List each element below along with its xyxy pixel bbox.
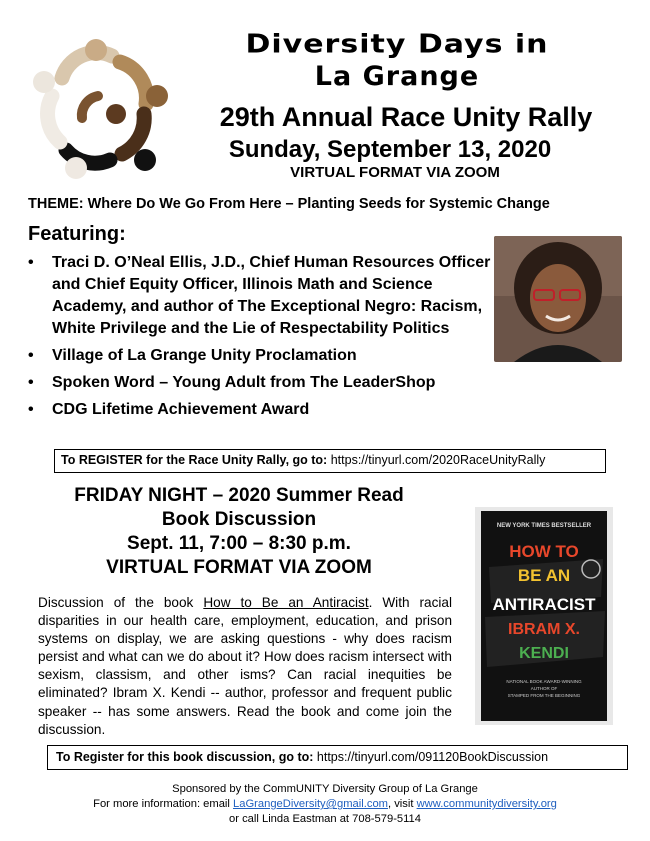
featuring-item-text: CDG Lifetime Achievement Award: [52, 401, 310, 418]
rally-format: VIRTUAL FORMAT VIA ZOOM: [290, 164, 500, 181]
footer: [0, 782, 650, 827]
description-body: . With racial disparities in our health care, employment, education, and prison systems on display, we are asking questions - why does racism persist and what can we do about it? How does racism intersect with sexism, classism, and other isms? Can racial inequities be eliminated? Ibram X. Kendi -- author, professor and frequent public speaker -- has some answers. Read the book and come join the discussion.: [38, 595, 452, 737]
footer-visit: , visit: [387, 798, 417, 810]
bullet-icon: •: [28, 254, 34, 271]
featuring-item: [28, 345, 498, 367]
event-title-line2: La Grange: [314, 61, 480, 92]
description-lead: Discussion of the book: [38, 595, 204, 610]
footer-email-link[interactable]: LaGrangeDiversity@gmail.com: [233, 798, 388, 810]
footer-info-prefix: For more information: email: [93, 798, 233, 810]
book-description: [38, 594, 452, 739]
featuring-list: [28, 252, 498, 426]
unity-circle-logo: [24, 36, 174, 182]
book-subtitle-3: STAMPED FROM THE BEGINNING: [507, 693, 581, 698]
book-subtitle-1: NATIONAL BOOK AWARD-WINNING: [506, 679, 582, 684]
featuring-item: [28, 372, 498, 394]
bullet-icon: •: [28, 347, 34, 364]
footer-info: [0, 797, 650, 812]
register-rally-url[interactable]: https://tinyurl.com/2020RaceUnityRally: [330, 453, 546, 467]
theme-line: THEME: Where Do We Go From Here – Planting Seeds for Systemic Change: [28, 196, 550, 212]
footer-call: or call Linda Eastman at 708-579-5114: [229, 813, 421, 825]
register-rally-label: To REGISTER for the Race Unity Rally, go to:: [61, 453, 328, 467]
footer-sponsor: Sponsored by the CommUNITY Diversity Group of La Grange: [172, 783, 478, 795]
register-book-label: To Register for this book discussion, go to:: [56, 750, 314, 764]
book-line-antiracist: ANTIRACIST: [492, 595, 596, 614]
speaker-photo: [494, 236, 622, 362]
featuring-item-text: Traci D. O’Neal Ellis, J.D., Chief Human Resources Officer and Chief Equity Officer, Illinois Math and Science Academy, and author of The Exceptional Negro: Racism, White Privilege and the Lie of Respectability Politics: [52, 254, 491, 337]
footer-website-link[interactable]: www.communitydiversity.org: [416, 798, 557, 810]
register-book-url[interactable]: https://tinyurl.com/091120BookDiscussion: [316, 750, 549, 764]
book-line-how-to: HOW TO: [509, 542, 579, 561]
summer-read-line1: FRIDAY NIGHT – 2020 Summer Read: [74, 485, 404, 506]
book-subtitle-2: AUTHOR OF: [530, 686, 558, 691]
description-book-title: How to Be an Antiracist: [203, 595, 369, 610]
featuring-item-text: Spoken Word – Young Adult from The LeaderShop: [52, 374, 436, 391]
rally-title: 29th Annual Race Unity Rally: [219, 102, 593, 132]
bullet-icon: •: [28, 401, 34, 418]
bullet-icon: •: [28, 374, 34, 391]
featuring-item: [28, 252, 498, 340]
register-book-box: [47, 745, 628, 770]
featuring-heading: Featuring:: [28, 223, 126, 245]
book-line-be-an: BE AN: [517, 566, 571, 585]
book-banner: NEW YORK TIMES BESTSELLER: [496, 523, 592, 529]
summer-read-line4: VIRTUAL FORMAT VIA ZOOM: [106, 557, 372, 578]
summer-read-line2: Book Discussion: [161, 509, 317, 530]
book-cover: [475, 507, 613, 725]
summer-read-line3: Sept. 11, 7:00 – 8:30 p.m.: [127, 533, 351, 554]
featuring-item-text: Village of La Grange Unity Proclamation: [52, 347, 357, 364]
rally-date: Sunday, September 13, 2020: [228, 136, 552, 163]
summer-read-heading: [30, 484, 448, 580]
featuring-item: [28, 399, 498, 421]
book-line-kendi: KENDI: [519, 645, 569, 662]
book-line-ibram: IBRAM X.: [508, 621, 580, 638]
register-rally-box: [54, 449, 606, 473]
event-title-line1: Diversity Days in: [245, 29, 549, 60]
